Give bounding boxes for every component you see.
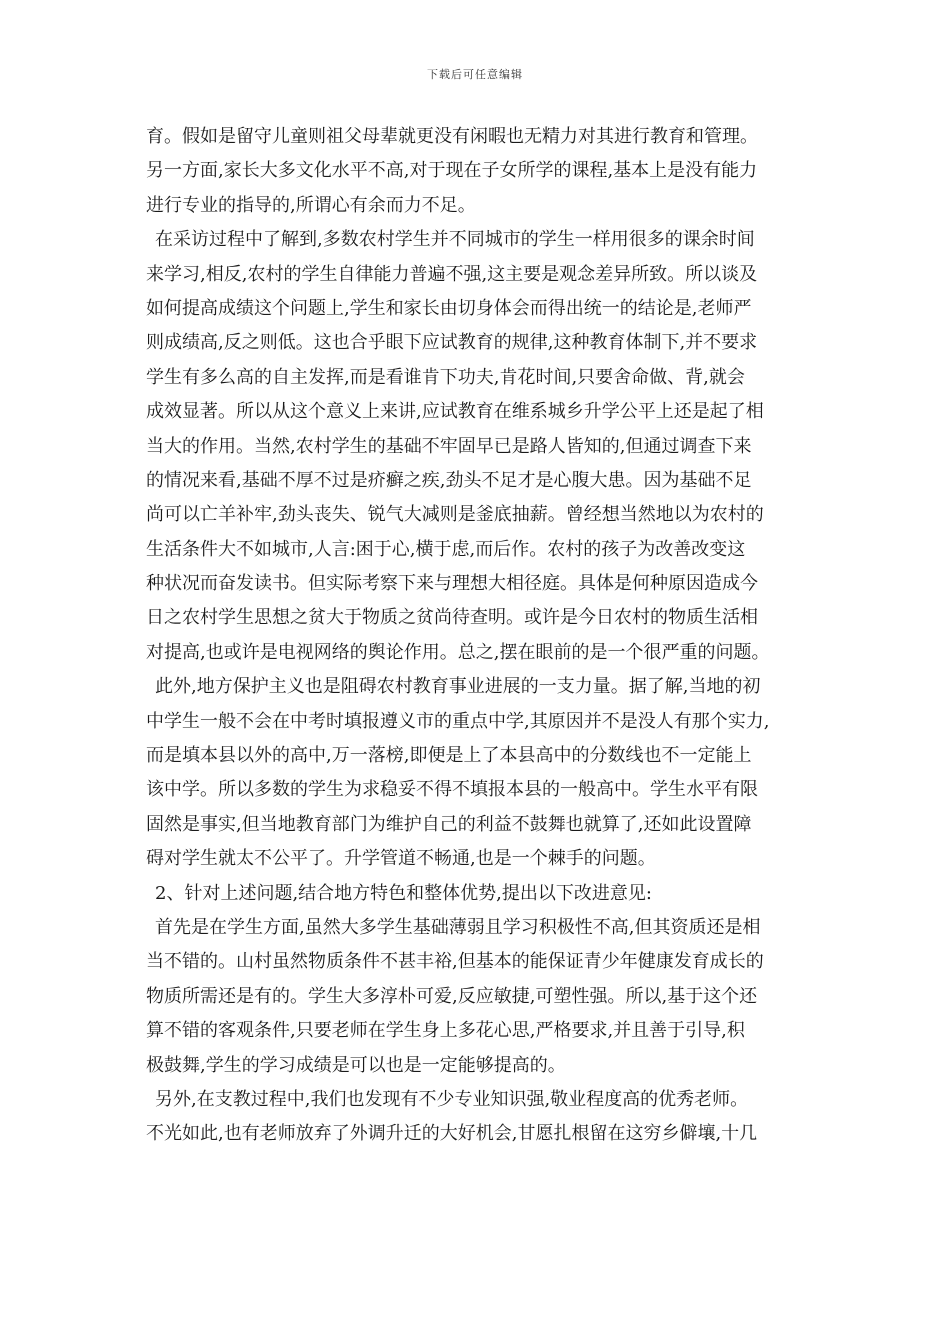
text-line: 在采访过程中了解到,多数农村学生并不同城市的学生一样用很多的课余时间	[155, 229, 755, 251]
text-line: 进行专业的指导的,所谓心有余而力不足。	[146, 194, 476, 216]
text-line: 2、针对上述问题,结合地方特色和整体优势,提出以下改进意见:	[155, 882, 652, 904]
text-line: 尚可以亡羊补牢,劲头丧失、锐气大减则是釜底抽薪。曾经想当然地以为农村的	[146, 504, 764, 526]
text-line: 固然是事实,但当地教育部门为维护自己的利益不鼓舞也就算了,还如此设置障	[146, 813, 752, 835]
text-line: 不光如此,也有老师放弃了外调升迁的大好机会,甘愿扎根留在这穷乡僻壤,十几	[146, 1123, 758, 1145]
text-line: 物质所需还是有的。学生大多淳朴可爱,反应敏捷,可塑性强。所以,基于这个还	[146, 985, 758, 1007]
text-line: 算不错的客观条件,只要老师在学生身上多花心思,严格要求,并且善于引导,积	[146, 1020, 745, 1042]
text-line: 此外,地方保护主义也是阻碍农村教育事业进展的一支力量。据了解,当地的初	[155, 676, 761, 698]
text-line: 该中学。所以多数的学生为求稳妥不得不填报本县的一般高中。学生水平有限	[146, 779, 758, 801]
document-body	[146, 120, 810, 1152]
text-line: 来学习,相反,农村的学生自律能力普遍不强,这主要是观念差异所致。所以谈及	[146, 263, 758, 285]
text-line: 中学生一般不会在中考时填报遵义市的重点中学,其原因并不是没人有那个实力,	[146, 710, 770, 732]
text-line: 当大的作用。当然,农村学生的基础不牢固早已是路人皆知的,但通过调查下来	[146, 435, 752, 457]
text-line: 则成绩高,反之则低。这也合乎眼下应试教育的规律,这种教育体制下,并不要求	[146, 332, 758, 354]
text-line: 首先是在学生方面,虽然大多学生基础薄弱且学习积极性不高,但其资质还是相	[155, 916, 761, 938]
text-line: 日之农村学生思想之贫大于物质之贫尚待查明。或许是今日农村的物质生活相	[146, 607, 758, 629]
text-line: 学生有多么高的自主发挥,而是看谁肯下功夫,肯花时间,只要舍命做、背,就会	[146, 366, 745, 388]
text-line: 对提高,也或许是电视网络的舆论作用。总之,摆在眼前的是一个很严重的问题。	[146, 641, 770, 663]
text-line: 种状况而奋发读书。但实际考察下来与理想大相径庭。具体是何种原因造成今	[146, 573, 758, 595]
text-line: 成效显著。所以从这个意义上来讲,应试教育在维系城乡升学公平上还是起了相	[146, 401, 764, 423]
text-line: 生活条件大不如城市,人言:困于心,横于虑,而后作。农村的孩子为改善改变这	[146, 538, 746, 560]
text-line: 如何提高成绩这个问题上,学生和家长由切身体会而得出统一的结论是,老师严	[146, 297, 752, 319]
text-line: 碍对学生就太不公平了。升学管道不畅通,也是一个棘手的问题。	[146, 848, 656, 870]
text-line: 而是填本县以外的高中,万一落榜,即便是上了本县高中的分数线也不一定能上	[146, 745, 752, 767]
text-line: 当不错的。山村虽然物质条件不甚丰裕,但基本的能保证青少年健康发育成长的	[146, 951, 764, 973]
page-header: 下载后可任意编辑	[427, 68, 523, 81]
text-line: 另一方面,家长大多文化水平不高,对于现在子女所学的课程,基本上是没有能力	[146, 160, 758, 182]
text-line: 育。假如是留守儿童则祖父母辈就更没有闲暇也无精力对其进行教育和管理。	[146, 126, 758, 147]
text-line: 的情况来看,基础不厚不过是疥癣之疾,劲头不足才是心腹大患。因为基础不足	[146, 469, 752, 491]
text-line: 极鼓舞,学生的学习成绩是可以也是一定能够提高的。	[146, 1054, 566, 1076]
text-line: 另外,在支教过程中,我们也发现有不少专业知识强,敬业程度高的优秀老师。	[155, 1088, 749, 1110]
